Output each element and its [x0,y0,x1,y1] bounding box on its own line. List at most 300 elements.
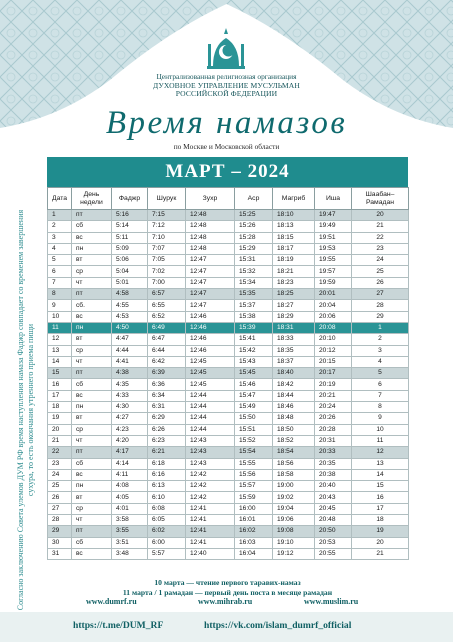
table-row [48,458,409,469]
cell-day: сб [72,537,112,548]
cell-maghrib: 18:13 [273,221,315,232]
cell-fajr: 4:47 [112,334,148,345]
cell-day: пт [72,289,112,300]
cell-date: 7 [48,277,72,288]
cell-maghrib: 18:56 [273,458,315,469]
cell-asr: 15:47 [235,390,273,401]
table-row [48,515,409,526]
cell-zuhr: 12:42 [186,492,235,503]
cell-asr: 15:45 [235,368,273,379]
cell-asr: 15:42 [235,345,273,356]
cell-zuhr: 12:43 [186,435,235,446]
cell-asr: 16:03 [235,537,273,548]
table-row [48,390,409,401]
cell-asr: 15:52 [235,435,273,446]
cell-shuruk: 6:08 [148,503,186,514]
cell-date: 1 [48,210,72,221]
cell-date: 30 [48,537,72,548]
cell-day: вт [72,255,112,266]
cell-asr: 15:32 [235,266,273,277]
site-link-dumrf[interactable]: www.dumrf.ru [86,597,137,606]
cell-isha: 20:21 [315,390,352,401]
cell-day: вт [72,413,112,424]
cell-date: 31 [48,548,72,559]
cell-isha: 20:15 [315,356,352,367]
table-row [48,447,409,458]
cell-hijri: 17 [352,503,409,514]
cell-isha: 20:28 [315,424,352,435]
cell-asr: 15:29 [235,243,273,254]
cell-maghrib: 19:10 [273,537,315,548]
cell-zuhr: 12:41 [186,503,235,514]
cell-day: вс [72,469,112,480]
cell-zuhr: 12:45 [186,356,235,367]
cell-hijri: 15 [352,481,409,492]
cell-hijri: 26 [352,277,409,288]
cell-asr: 15:59 [235,492,273,503]
cell-date: 23 [48,458,72,469]
cell-shuruk: 6:18 [148,458,186,469]
cell-shuruk: 6:55 [148,300,186,311]
org-line-1: Централизованная религиозная организация [156,72,297,81]
prayer-times-table [47,187,409,560]
cell-maghrib: 18:54 [273,447,315,458]
cell-asr: 15:25 [235,210,273,221]
cell-isha: 20:45 [315,503,352,514]
page-subtitle: по Москве и Московской области [173,142,280,151]
cell-zuhr: 12:41 [186,526,235,537]
cell-isha: 20:10 [315,334,352,345]
table-row [48,210,409,221]
cell-day: пт [72,447,112,458]
cell-shuruk: 6:23 [148,435,186,446]
cell-fajr: 4:27 [112,413,148,424]
cell-zuhr: 12:48 [186,232,235,243]
cell-hijri: 6 [352,379,409,390]
table-header-row [48,188,409,210]
cell-day: ср [72,345,112,356]
cell-shuruk: 6:29 [148,413,186,424]
cell-asr: 15:39 [235,322,273,333]
table-row [48,277,409,288]
cell-isha: 20:38 [315,469,352,480]
cell-hijri: 21 [352,548,409,559]
cell-fajr: 5:09 [112,243,148,254]
table-row [48,334,409,345]
cell-fajr: 5:01 [112,277,148,288]
cell-asr: 15:50 [235,413,273,424]
cell-date: 3 [48,232,72,243]
table-row [48,243,409,254]
cell-day: вс [72,548,112,559]
cell-asr: 15:46 [235,379,273,390]
cell-day: пн [72,322,112,333]
cell-day: чт [72,435,112,446]
cell-fajr: 4:20 [112,435,148,446]
cell-zuhr: 12:47 [186,255,235,266]
cell-maghrib: 18:52 [273,435,315,446]
cell-zuhr: 12:40 [186,548,235,559]
cell-isha: 20:19 [315,379,352,390]
cell-fajr: 4:23 [112,424,148,435]
cell-shuruk: 6:21 [148,447,186,458]
cell-zuhr: 12:44 [186,413,235,424]
header-isha: Иша [315,188,352,210]
cell-hijri: 9 [352,413,409,424]
cell-day: сб. [72,300,112,311]
cell-fajr: 4:17 [112,447,148,458]
cell-fajr: 3:51 [112,537,148,548]
cell-shuruk: 6:00 [148,537,186,548]
cell-fajr: 4:58 [112,289,148,300]
cell-zuhr: 12:41 [186,537,235,548]
cell-maghrib: 18:25 [273,289,315,300]
cell-zuhr: 12:48 [186,210,235,221]
table-row [48,424,409,435]
cell-fajr: 5:06 [112,255,148,266]
vk-link[interactable]: https://vk.com/islam_dumrf_official [204,620,352,631]
cell-shuruk: 6:16 [148,469,186,480]
cell-maghrib: 18:33 [273,334,315,345]
cell-zuhr: 12:45 [186,368,235,379]
footer-bar [0,612,453,642]
cell-asr: 15:35 [235,289,273,300]
telegram-link[interactable]: https://t.me/DUM_RF [73,620,164,631]
cell-day: вс [72,390,112,401]
cell-isha: 19:55 [315,255,352,266]
cell-day: чт [72,515,112,526]
cell-date: 25 [48,481,72,492]
cell-zuhr: 12:46 [186,345,235,356]
cell-date: 13 [48,345,72,356]
cell-hijri: 16 [352,492,409,503]
cell-isha: 19:59 [315,277,352,288]
cell-hijri: 7 [352,390,409,401]
cell-asr: 15:57 [235,481,273,492]
cell-isha: 20:53 [315,537,352,548]
table-row [48,311,409,322]
cell-asr: 15:49 [235,402,273,413]
cell-maghrib: 18:10 [273,210,315,221]
cell-day: ср [72,266,112,277]
cell-maghrib: 18:19 [273,255,315,266]
cell-asr: 15:55 [235,458,273,469]
cell-hijri: 28 [352,300,409,311]
cell-date: 28 [48,515,72,526]
cell-hijri: 4 [352,356,409,367]
cell-asr: 15:56 [235,469,273,480]
cell-asr: 15:37 [235,300,273,311]
cell-zuhr: 12:44 [186,424,235,435]
cell-maghrib: 18:37 [273,356,315,367]
cell-hijri: 24 [352,255,409,266]
cell-date: 26 [48,492,72,503]
cell-zuhr: 12:46 [186,311,235,322]
table-row [48,402,409,413]
cell-maghrib: 18:27 [273,300,315,311]
cell-maghrib: 18:42 [273,379,315,390]
cell-hijri: 11 [352,435,409,446]
cell-date: 2 [48,221,72,232]
cell-date: 29 [48,526,72,537]
cell-day: вт [72,334,112,345]
cell-fajr: 4:38 [112,368,148,379]
side-note-text: Согласно заключению Совета улемов ДУМ РФ время наступления намаза Фаджр совпадает со временем завершения сухура, то есть окончания утреннего приема пищи [16,209,35,611]
table-row [48,481,409,492]
cell-zuhr: 12:47 [186,289,235,300]
cell-shuruk: 6:05 [148,515,186,526]
cell-asr: 16:02 [235,526,273,537]
cell-maghrib: 18:23 [273,277,315,288]
table-row [48,503,409,514]
cell-fajr: 3:48 [112,548,148,559]
cell-shuruk: 6:31 [148,402,186,413]
cell-day: ср [72,503,112,514]
cell-maghrib: 19:04 [273,503,315,514]
cell-date: 16 [48,379,72,390]
header-shuruk: Шурук [148,188,186,210]
table-row [48,345,409,356]
cell-shuruk: 6:36 [148,379,186,390]
cell-asr: 15:51 [235,424,273,435]
cell-asr: 15:31 [235,255,273,266]
cell-maghrib: 18:15 [273,232,315,243]
cell-zuhr: 12:47 [186,277,235,288]
cell-date: 21 [48,435,72,446]
cell-hijri: 21 [352,221,409,232]
table-row [48,300,409,311]
cell-shuruk: 6:57 [148,289,186,300]
cell-hijri: 25 [352,266,409,277]
cell-day: вс [72,232,112,243]
cell-fajr: 4:30 [112,402,148,413]
cell-isha: 20:50 [315,526,352,537]
cell-date: 15 [48,368,72,379]
cell-fajr: 4:33 [112,390,148,401]
cell-fajr: 5:04 [112,266,148,277]
cell-hijri: 27 [352,289,409,300]
table-row [48,548,409,559]
header-weekday-line-2: недели [80,198,103,206]
cell-shuruk: 7:10 [148,232,186,243]
cell-fajr: 3:55 [112,526,148,537]
cell-shuruk: 7:02 [148,266,186,277]
cell-isha: 20:17 [315,368,352,379]
cell-date: 20 [48,424,72,435]
header-fajr: Фаджр [112,188,148,210]
cell-isha: 19:57 [315,266,352,277]
cell-fajr: 3:58 [112,515,148,526]
cell-asr: 16:04 [235,548,273,559]
websites-row [86,597,391,607]
cell-shuruk: 5:57 [148,548,186,559]
table-row [48,322,409,333]
cell-hijri: 18 [352,515,409,526]
cell-date: 6 [48,266,72,277]
header-maghrib: Магриб [273,188,315,210]
cell-fajr: 4:01 [112,503,148,514]
table-row [48,289,409,300]
cell-date: 9 [48,300,72,311]
cell-hijri: 8 [352,402,409,413]
cell-isha: 20:08 [315,322,352,333]
cell-shuruk: 6:52 [148,311,186,322]
cell-zuhr: 12:47 [186,300,235,311]
cell-date: 8 [48,289,72,300]
header-date: Дата [48,188,72,210]
site-link-muslim[interactable]: www.muslim.ru [304,597,359,606]
cell-maghrib: 18:48 [273,413,315,424]
note-line-2: 11 марта / 1 рамадан — первый день поста в месяце рамадан [122,587,333,597]
table-row [48,368,409,379]
cell-date: 10 [48,311,72,322]
cell-hijri: 3 [352,345,409,356]
cell-day: чт [72,277,112,288]
cell-maghrib: 18:17 [273,243,315,254]
cell-shuruk: 6:10 [148,492,186,503]
cell-fajr: 4:55 [112,300,148,311]
cell-maghrib: 18:50 [273,424,315,435]
cell-day: пн [72,481,112,492]
table-row [48,255,409,266]
cell-maghrib: 18:58 [273,469,315,480]
cell-date: 14 [48,356,72,367]
cell-isha: 19:47 [315,210,352,221]
cell-date: 4 [48,243,72,254]
cell-shuruk: 7:07 [148,243,186,254]
cell-zuhr: 12:43 [186,447,235,458]
cell-zuhr: 12:44 [186,402,235,413]
cell-isha: 20:26 [315,413,352,424]
cell-isha: 20:40 [315,481,352,492]
side-note [16,200,36,620]
cell-maghrib: 19:02 [273,492,315,503]
cell-shuruk: 6:02 [148,526,186,537]
cell-fajr: 4:14 [112,458,148,469]
cell-shuruk: 6:39 [148,368,186,379]
cell-shuruk: 7:15 [148,210,186,221]
organization-name [100,73,353,99]
cell-day: ср [72,424,112,435]
table-row [48,221,409,232]
cell-shuruk: 7:12 [148,221,186,232]
cell-date: 19 [48,413,72,424]
cell-day: сб [72,221,112,232]
header-weekday [72,188,112,210]
cell-shuruk: 6:47 [148,334,186,345]
cell-shuruk: 7:00 [148,277,186,288]
cell-day: вт [72,492,112,503]
cell-asr: 15:38 [235,311,273,322]
cell-hijri: 14 [352,469,409,480]
cell-fajr: 5:16 [112,210,148,221]
cell-isha: 19:49 [315,221,352,232]
table-row [48,356,409,367]
header-hijri [352,188,409,210]
notes [47,578,408,597]
cell-date: 11 [48,322,72,333]
cell-asr: 15:34 [235,277,273,288]
cell-fajr: 4:44 [112,345,148,356]
cell-fajr: 5:11 [112,232,148,243]
cell-isha: 20:35 [315,458,352,469]
table-row [48,435,409,446]
cell-maghrib: 18:21 [273,266,315,277]
cell-isha: 19:51 [315,232,352,243]
cell-asr: 15:54 [235,447,273,458]
cell-asr: 15:43 [235,356,273,367]
cell-day: пт [72,368,112,379]
cell-date: 18 [48,402,72,413]
cell-zuhr: 12:45 [186,379,235,390]
cell-asr: 16:01 [235,515,273,526]
mosque-crescent-logo-icon [205,26,247,72]
cell-hijri: 22 [352,232,409,243]
cell-zuhr: 12:43 [186,458,235,469]
cell-hijri: 29 [352,311,409,322]
cell-isha: 20:12 [315,345,352,356]
cell-fajr: 5:14 [112,221,148,232]
cell-fajr: 4:41 [112,356,148,367]
cell-hijri: 23 [352,243,409,254]
site-link-mihrab[interactable]: www.mihrab.ru [198,597,253,606]
cell-shuruk: 6:49 [148,322,186,333]
cell-zuhr: 12:46 [186,322,235,333]
cell-isha: 20:43 [315,492,352,503]
cell-day: вс [72,311,112,322]
table-row [48,526,409,537]
header-zuhr: Зухр [186,188,235,210]
cell-hijri: 1 [352,322,409,333]
table-row [48,379,409,390]
cell-isha: 20:06 [315,311,352,322]
cell-isha: 19:53 [315,243,352,254]
cell-date: 17 [48,390,72,401]
cell-maghrib: 18:46 [273,402,315,413]
cell-day: пн [72,243,112,254]
cell-maghrib: 18:31 [273,322,315,333]
table-row [48,266,409,277]
cell-day: пн [72,402,112,413]
cell-day: пт [72,210,112,221]
cell-fajr: 4:08 [112,481,148,492]
cell-zuhr: 12:41 [186,515,235,526]
cell-hijri: 2 [352,334,409,345]
cell-date: 24 [48,469,72,480]
cell-day: пт [72,526,112,537]
cell-hijri: 20 [352,210,409,221]
cell-hijri: 5 [352,368,409,379]
cell-fajr: 4:53 [112,311,148,322]
cell-isha: 20:01 [315,289,352,300]
cell-maghrib: 18:29 [273,311,315,322]
cell-zuhr: 12:48 [186,221,235,232]
month-title: МАРТ – 2024 [47,157,408,187]
cell-zuhr: 12:42 [186,481,235,492]
cell-isha: 20:48 [315,515,352,526]
cell-asr: 15:28 [235,232,273,243]
cell-isha: 20:55 [315,548,352,559]
header-hijri-line-2: Рамадан [365,198,395,206]
table-body [48,210,409,560]
cell-shuruk: 6:34 [148,390,186,401]
cell-isha: 20:04 [315,300,352,311]
cell-fajr: 4:50 [112,322,148,333]
cell-date: 27 [48,503,72,514]
cell-maghrib: 19:00 [273,481,315,492]
cell-maghrib: 18:35 [273,345,315,356]
cell-shuruk: 6:42 [148,356,186,367]
